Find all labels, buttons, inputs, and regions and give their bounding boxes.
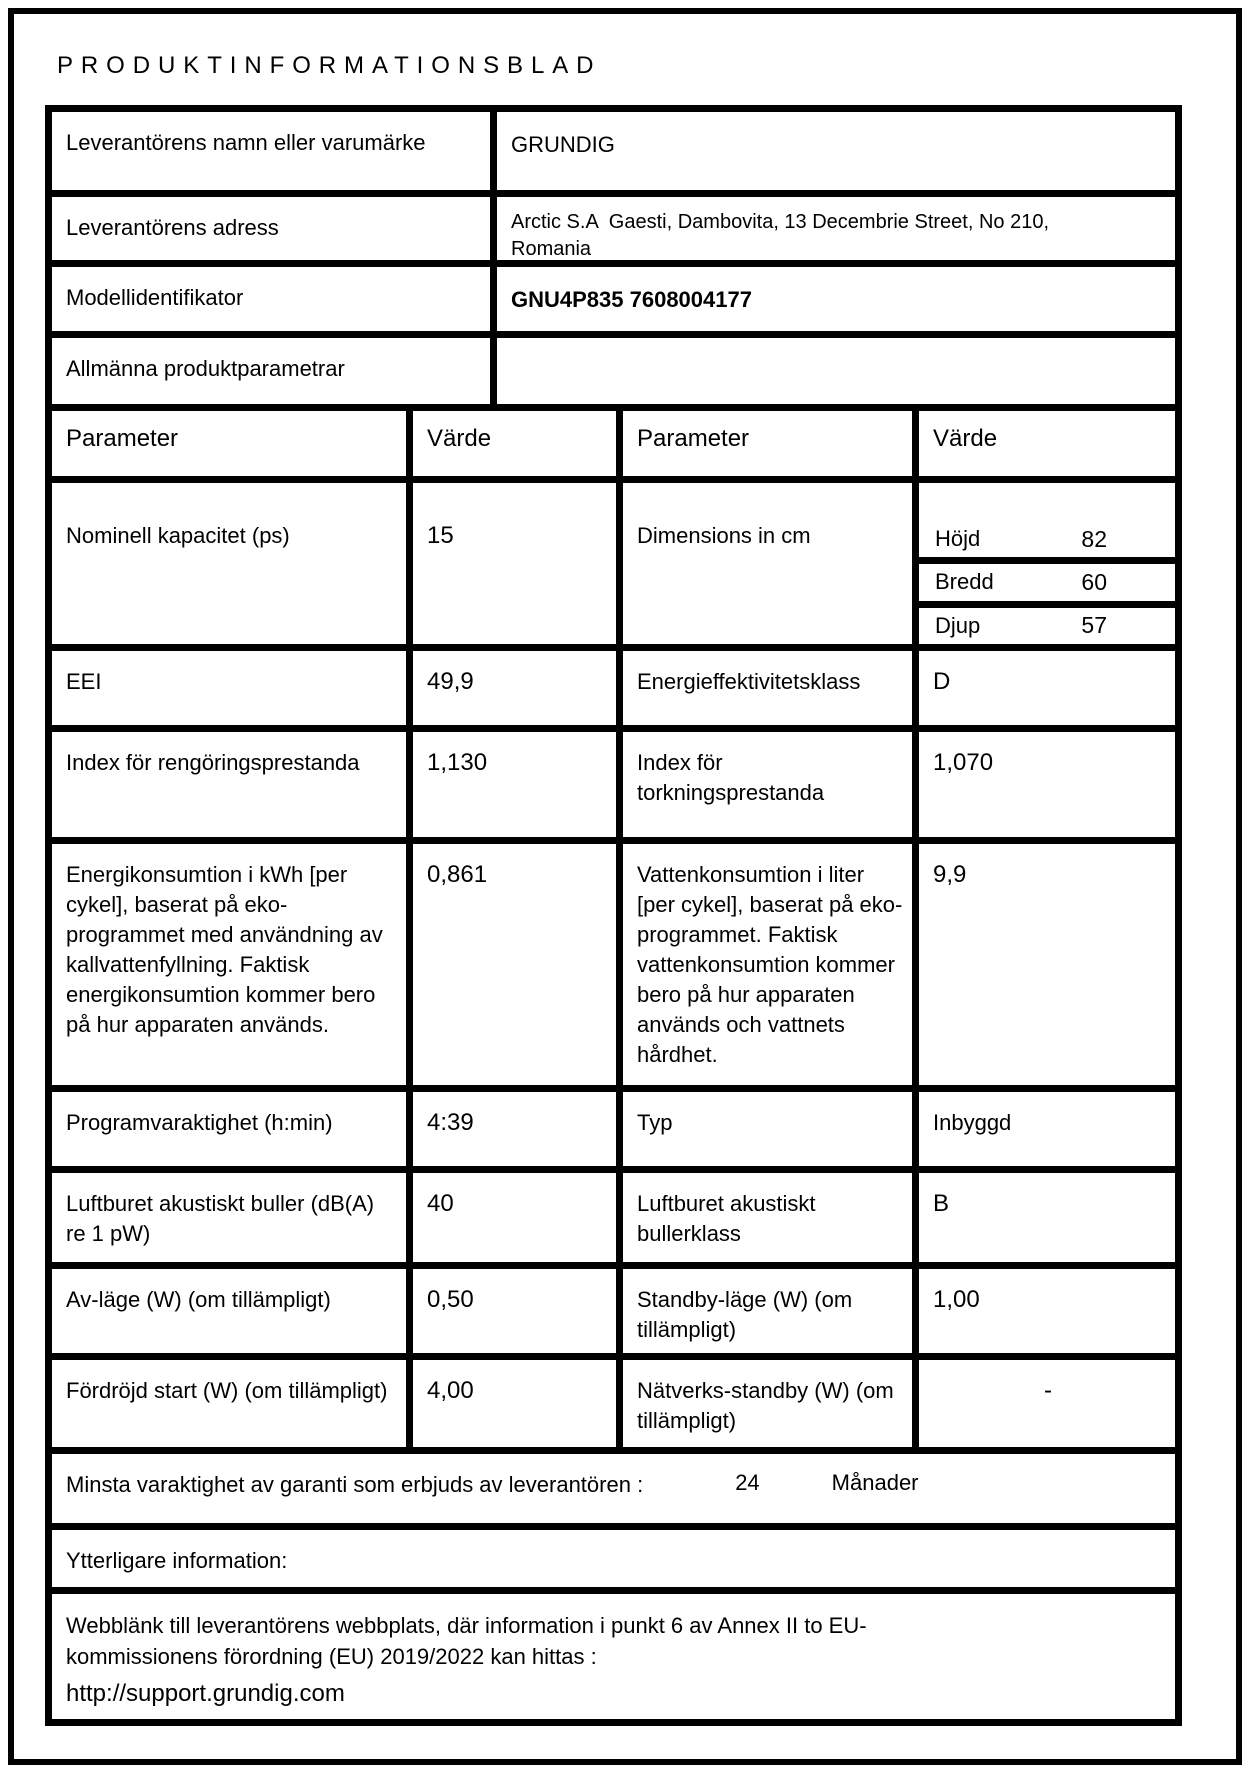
supplier-brand-row [52,112,1175,190]
dimensions-subtable [912,483,1175,644]
drying-index-label: Index för torkningsprestanda [616,732,912,837]
drying-index-value: 1,070 [912,732,1175,837]
capacity-value: 15 [406,483,616,644]
capacity-row [52,476,1175,644]
dimension-width-value: 60 [1081,568,1107,595]
weblink-row [52,1587,1175,1719]
cleaning-index-label: Index för rengöringsprestanda [66,750,360,775]
off-mode-row [52,1262,1175,1353]
energy-class-label: Energieffektivitetsklass [616,651,912,725]
header-value-right: Värde [912,411,1175,476]
guarantee-unit: Månader [831,1470,919,1495]
general-parameters-value [490,338,1175,404]
general-parameters-label: Allmänna produktparametrar [66,356,345,381]
noise-value: 40 [406,1173,616,1262]
program-duration-label: Programvaraktighet (h:min) [66,1110,333,1135]
supplier-table [45,105,1182,411]
program-duration-value: 4:39 [406,1092,616,1166]
guarantee-value: 24 [735,1470,760,1495]
noise-label: Luftburet akustiskt buller (dB(A) re 1 pW) [66,1191,375,1246]
dimension-height-value: 82 [1081,525,1107,552]
supplier-address-value: Arctic S.A Gaesti, Dambovita, 13 Decembrie Street, No 210, Romania [490,197,1124,260]
supplier-address-row [52,190,1175,260]
energy-consumption-label: Energikonsumtion i kWh [per cykel], baserat på eko-programmet med användning av kallvattenfyllning. Faktisk energikonsumtion kommer bero på hur apparaten används. [66,862,383,1037]
dimension-height-row [919,521,1175,557]
model-identifier-row [52,260,1175,331]
eei-value: 49,9 [406,651,616,725]
weblink-url: http://support.grundig.com [66,1680,345,1707]
dimension-depth-label: Djup [935,612,981,638]
dimension-depth-row [919,601,1175,644]
energy-class-value: D [912,651,1175,725]
noise-class-label: Luftburet akustiskt bullerklass [616,1173,912,1262]
weblink-text: Webblänk till leverantörens webbplats, där information i punkt 6 av Annex II to EU-kommissionens förordning (EU) 2019/2022 kan hittas : [66,1613,867,1669]
delayed-start-row [52,1353,1175,1447]
off-mode-value: 0,50 [406,1269,616,1353]
supplier-brand-label: Leverantörens namn eller varumärke [66,130,426,155]
network-standby-value: - [912,1360,1175,1447]
cleaning-index-value: 1,130 [406,732,616,837]
type-value: Inbyggd [912,1092,1175,1166]
weblink-cell [52,1594,1175,1719]
guarantee-row [52,1447,1175,1523]
guarantee-label: Minsta varaktighet av garanti som erbjuds av leverantören : [66,1472,644,1497]
header-value-left: Värde [406,411,616,476]
capacity-label: Nominell kapacitet (ps) [66,523,290,548]
header-parameter-left: Parameter [66,425,179,452]
product-information-sheet [45,105,1182,1726]
standby-mode-label: Standby-läge (W) (om tillämpligt) [616,1269,912,1353]
off-mode-label: Av-läge (W) (om tillämpligt) [66,1287,331,1312]
guarantee-cell [52,1454,1175,1523]
dimensions-label: Dimensions in cm [616,483,912,644]
additional-info-row [52,1523,1175,1587]
model-identifier-label: Modellidentifikator [66,285,244,310]
standby-mode-value: 1,00 [912,1269,1175,1353]
supplier-address-label: Leverantörens adress [66,215,279,240]
page-title: PRODUKTINFORMATIONSBLAD [57,52,602,79]
general-parameters-row [52,331,1175,404]
supplier-brand-value: GRUNDIG [490,112,1175,190]
cleaning-index-row [52,725,1175,837]
dimension-width-label: Bredd [935,569,994,595]
eei-row [52,644,1175,725]
program-duration-row [52,1085,1175,1166]
parameters-header-row [52,411,1175,476]
additional-info-label: Ytterligare information: [66,1548,288,1573]
dimension-width-row [919,557,1175,600]
model-identifier-value: GNU4P835 7608004177 [490,267,1175,331]
water-consumption-label: Vattenkonsumtion i liter [per cykel], baserat på eko-programmet. Faktisk vattenkonsumtion kommer bero på hur apparaten används och vattnets hårdhet. [616,844,912,1085]
dimension-height-label: Höjd [935,526,981,552]
energy-consumption-row [52,837,1175,1085]
water-consumption-value: 9,9 [912,844,1175,1085]
energy-consumption-value: 0,861 [406,844,616,1085]
delayed-start-value: 4,00 [406,1360,616,1447]
noise-class-value: B [912,1173,1175,1262]
noise-row [52,1166,1175,1262]
eei-label: EEI [66,669,102,694]
delayed-start-label: Fördröjd start (W) (om tillämpligt) [66,1378,388,1403]
dimension-depth-value: 57 [1081,612,1107,639]
type-label: Typ [616,1092,912,1166]
parameters-table [45,404,1182,1726]
network-standby-label: Nätverks-standby (W) (om tillämpligt) [616,1360,912,1447]
header-parameter-right: Parameter [616,411,912,476]
